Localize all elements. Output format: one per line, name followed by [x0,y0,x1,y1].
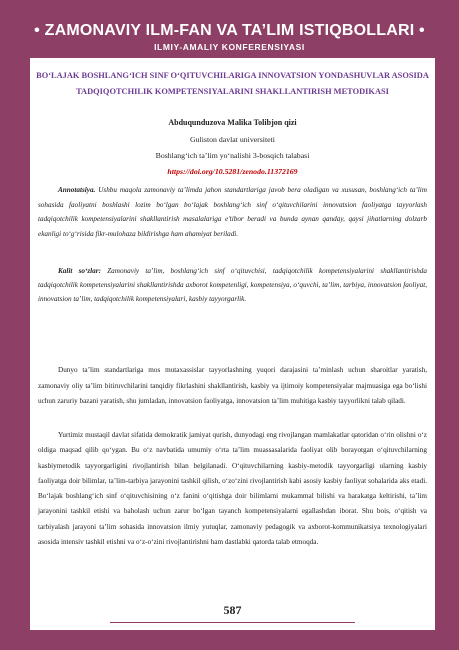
bottom-border [0,630,459,650]
keywords-label: Kalit so‘zlar: [58,267,101,275]
page-number: 587 [223,603,242,617]
body-paragraph-1: Dunyo ta’lim standartlariga mos mutaxassislar tayyorlashning yuqori darajasini ta’minlash uchun sharoitlar yaratish, zamonaviy oliy ta’lim bitiruvchilarini tanqidiy fikrlashini shakllantirish, kasbiy va ijtimoiy kompetensiyalar majmuasiga ega bo‘lishi uchun zaruriy bazani yaratish, shu jumladan, innovatsion faoliyatga, innovatsion ta’lim muhitiga kasbiy tayyorlikni talab qiladi. [38,366,427,405]
abstract-text: Ushbu maqola zamonaviy ta’limda jahon standartlariga javob bera oladigan va xususan, boshlang‘ich ta’lim sohasida faoliyatni boshlashi lozim bo‘lgan bo‘lajak boshlang‘ich sinf o‘qituvchilarini innovatsion faoliyatga tayyorlash tadqiqotchilik kompetensiyalarini shakllantirish masalalariga e’tibor beradi va bunda aynan qanday, qaysi jihatlarning dolzarb ekanligi to‘g‘risida fikr-mulohaza bildirishga ham ahamiyat beriladi. [38,186,427,238]
paper-page [30,58,435,630]
affiliation: Guliston davlat universiteti [190,135,275,144]
abstract [38,183,427,241]
keywords [38,264,427,306]
keywords-text: Zamonaviy ta’lim, boshlang‘ich sinf o‘qituvchisi, tadqiqotchilik kompetensiyalarini shakllantirishda tadqiqotchilik kompetensiyalarini shakllantirishda axborot kompetenligi, kompetensiya, o‘quvchi, ta’lim, tarbiya, innovatsion faoliyat, innovatsion ta’lim, tadqiqotchilik kompetensiyalari, kasbiy tayyorgarlik. [38,267,427,303]
body-paragraph-2: Yurtimiz mustaqil davlat sifatida demokratik jamiyat qurish, dunyodagi eng rivojlangan mamlakatlar qatoridan o‘rin olishni o‘z oldiga maqsad qilib qo‘ygan. Bu o‘z navbatida umumiy o‘rta ta’lim muassasalarida faoliyat olib borayotgan o‘qituvchilarning kasbiymetodik tayyorgarligini rivojlantirish bilan belgilanadi. O‘qituvchilarning kasbiy-metodik tayyorgarligi ularning kasbiy faoliyatga doir bilimlar, ta’lim-tarbiya jarayonini tashkil qilish, o‘zo‘zini rivojlantirish kabi asosiy kasbiy faoliyat sohalarida aks etadi. Bo‘lajak boshlang‘ich sinf o‘qituvchisining o‘z fanini o‘qitishga doir bilimlarni mukammal bilishi va harakatga keltirishi, ta’lim jarayonini tashkil etishi va baholash uchun zarur bo‘lgan tayanch kompetensiyalarni egallashdan iborat. Shu bois, o‘qitish va tarbiyalash jarayoni ta’lim sohasida innovatsion ilmiy yutuqlar, zamonaviy pedagogik va axborot-kommunikatsiya texnologiyalari asosida intensiv tashkil etishni va o‘z-o‘zini rivojlantirishni ham dastlabki qatorda talab etmoqda. [38,431,427,547]
right-border [435,58,459,650]
conference-subtitle: ILMIY-AMALIY KONFERENSIYASI [154,42,305,52]
article-title: BO‘LAJAK BOSHLANG‘ICH SINF O‘QITUVCHILARIGA INNOVATSION YONDASHUVLAR ASOSIDA TADQIQOTCHILIK KOMPETENSIYALARINI SHAKLLANTIRISH METODIKASI [36,71,429,96]
author-role: Boshlang‘ich ta’lim yo‘nalishi 3-bosqich talabasi [155,151,310,160]
author-name: Abduqunduzova Malika Tolibjon qizi [168,118,297,127]
conference-title: • ZAMONAVIY ILM-FAN VA TA’LIM ISTIQBOLLARI • [34,22,425,39]
doi-link[interactable]: https://doi.org/10.5281/zenodo.11372169 [167,167,298,176]
footer-rule [110,622,355,623]
abstract-label: Annotatsiya. [58,186,96,194]
left-border [0,58,30,650]
